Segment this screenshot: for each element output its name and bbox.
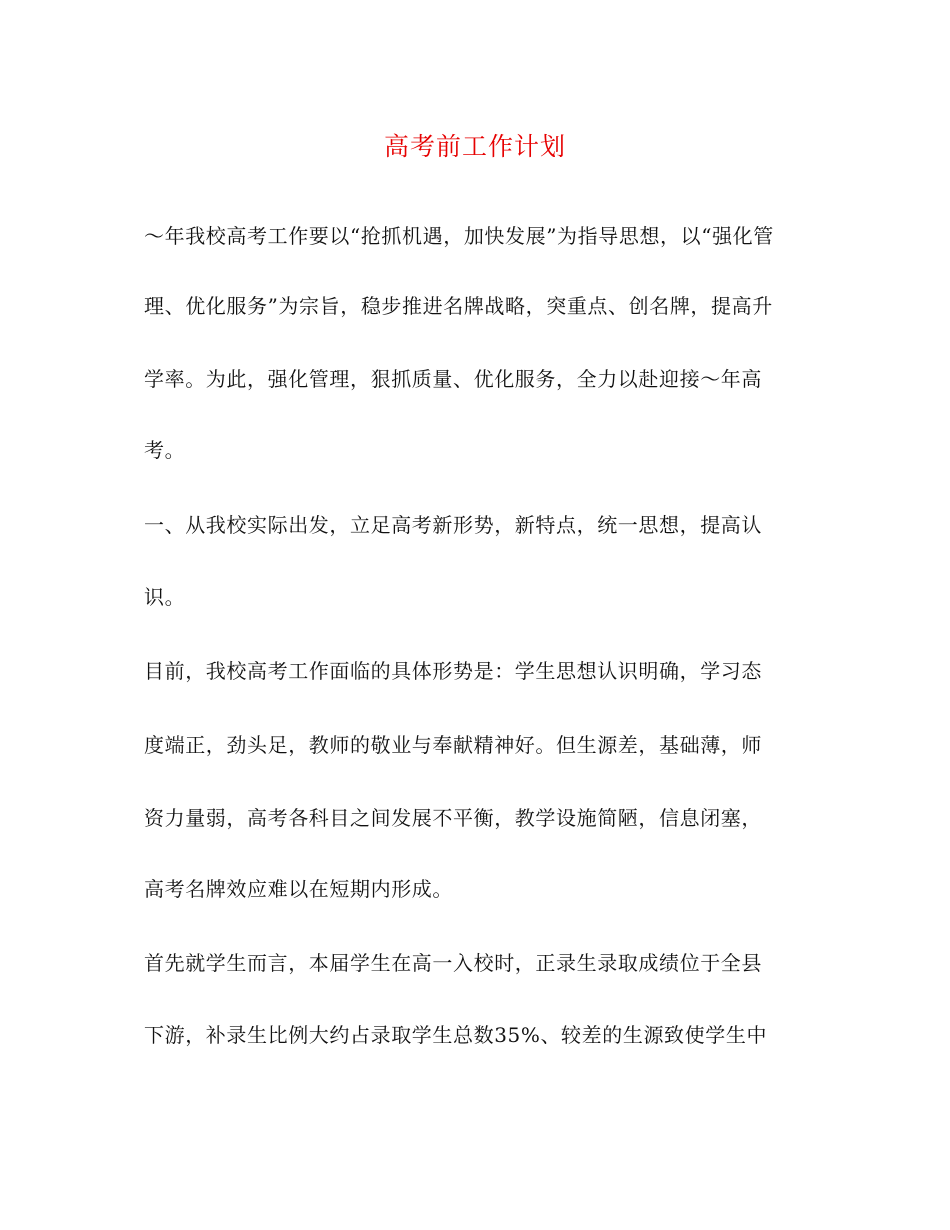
- paragraph-line: 下游，补录生比例大约占录取学生总数35%、较差的生源致使学生中: [144, 1023, 768, 1047]
- paragraph-line: 高考名牌效应难以在短期内形成。: [144, 877, 453, 901]
- paragraph-line: 目前，我校高考工作面临的具体形势是：学生思想认识明确，学习态: [144, 659, 762, 683]
- paragraph-line: 学率。为此，强化管理，狠抓质量、优化服务，全力以赴迎接～年高: [144, 367, 762, 391]
- paragraph-line: 度端正，劲头足，教师的敬业与奉献精神好。但生源差，基础薄，师: [144, 733, 762, 757]
- document-title: 高考前工作计划: [383, 132, 566, 161]
- paragraph-line: 理、优化服务”为宗旨，稳步推进名牌战略，突重点、创名牌，提高升: [144, 294, 773, 318]
- paragraph-line: 考。: [144, 438, 186, 462]
- paragraph-line: 首先就学生而言，本届学生在高一入校时，正录生录取成绩位于全县: [144, 951, 762, 975]
- paragraph-line: 资力量弱，高考各科目之间发展不平衡，教学设施简陋，信息闭塞，: [144, 806, 762, 830]
- paragraph-line: 识。: [144, 585, 186, 609]
- paragraph-line: ～年我校高考工作要以“抢抓机遇，加快发展”为指导思想，以“强化管: [144, 224, 774, 248]
- paragraph-line: 一、从我校实际出发，立足高考新形势，新特点，统一思想，提高认: [144, 513, 762, 537]
